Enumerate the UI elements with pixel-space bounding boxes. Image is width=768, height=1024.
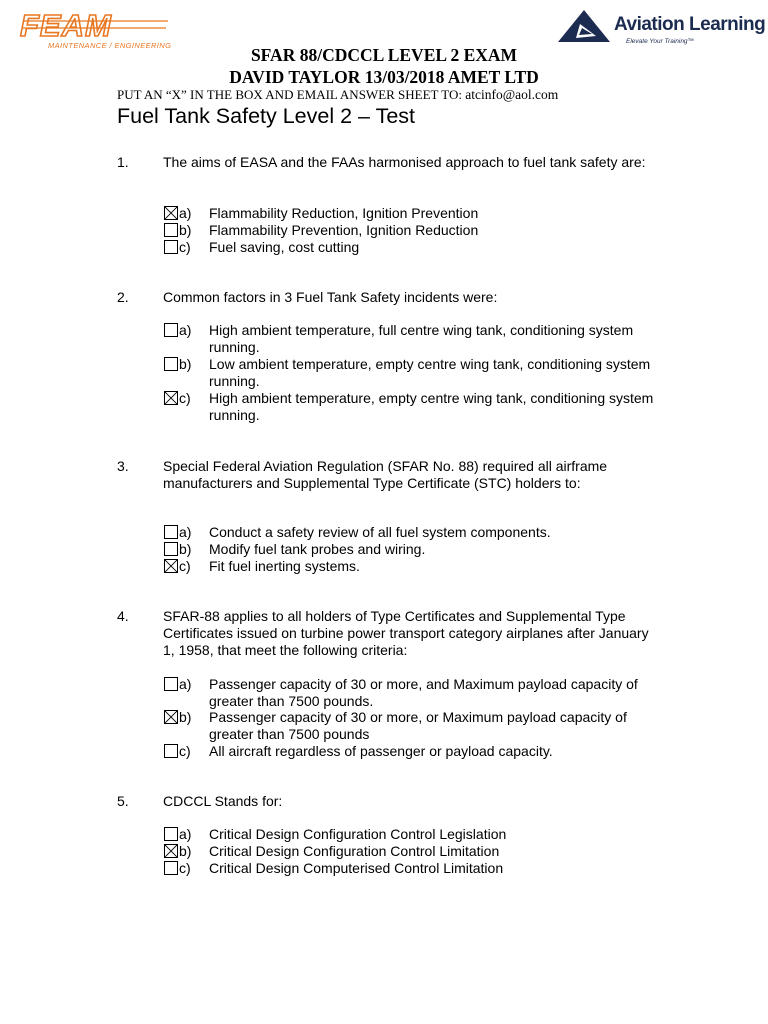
option-text: All aircraft regardless of passenger or payload capacity.: [209, 743, 553, 759]
option-text: Fuel saving, cost cutting: [209, 239, 360, 255]
option-text: Low ambient temperature, empty centre wing tank, conditioning system running.: [209, 356, 651, 389]
feam-logo-wordmark: FEAM: [20, 10, 112, 42]
instruction-text: PUT AN “X” IN THE BOX AND EMAIL ANSWER SHEET TO:: [117, 87, 462, 102]
answer-checkbox[interactable]: [164, 559, 178, 573]
answer-checkbox[interactable]: [164, 827, 178, 841]
option-text: High ambient temperature, empty centre wing tank, conditioning system running.: [209, 390, 654, 423]
instruction-line: [117, 87, 558, 103]
option-letter: a): [179, 524, 192, 540]
option-text: Conduct a safety review of all fuel system components.: [209, 524, 551, 540]
question-text: SFAR-88 applies to all holders of Type Certificates and Supplemental Type Certificates issued on turbine power transport category airplanes after January 1, 1958, that meet the following criteria:: [163, 608, 649, 658]
answer-checkbox[interactable]: [164, 357, 178, 371]
option-letter: c): [179, 743, 191, 759]
aviation-learning-logo: [556, 8, 766, 48]
option-text: Critical Design Computerised Control Limitation: [209, 860, 504, 876]
answer-checkbox[interactable]: [164, 861, 178, 875]
question-number: 2.: [117, 289, 129, 305]
option-letter: a): [179, 826, 192, 842]
option-text: Fit fuel inerting systems.: [209, 558, 360, 574]
option-letter: a): [179, 322, 192, 338]
aviation-learning-tagline: Elevate Your Training™: [626, 38, 695, 45]
option-text: Flammability Prevention, Ignition Reduction: [209, 222, 479, 238]
answer-checkbox[interactable]: [164, 744, 178, 758]
answer-checkbox[interactable]: [164, 223, 178, 237]
page-title: Fuel Tank Safety Level 2 – Test: [117, 104, 415, 128]
answer-checkbox[interactable]: [164, 240, 178, 254]
option-letter: c): [179, 239, 191, 255]
option-letter: c): [179, 558, 191, 574]
answer-checkbox[interactable]: [164, 844, 178, 858]
feam-logo-tagline: MAINTENANCE / ENGINEERING: [48, 41, 172, 50]
option-letter: c): [179, 860, 191, 876]
option-letter: b): [179, 843, 192, 859]
x-mark-icon: [165, 207, 177, 219]
x-mark-icon: [165, 392, 177, 404]
answer-checkbox[interactable]: [164, 710, 178, 724]
question-text: Special Federal Aviation Regulation (SFAR No. 88) required all airframe manufacturers and Supplemental Type Certificate (STC) holders to:: [163, 458, 608, 491]
email-link[interactable]: atcinfo@aol.com: [465, 87, 559, 102]
option-text: Passenger capacity of 30 or more, or Maximum payload capacity of greater than 7500 pounds: [209, 709, 627, 742]
option-letter: b): [179, 356, 192, 372]
question-number: 3.: [117, 458, 129, 474]
answer-checkbox[interactable]: [164, 206, 178, 220]
option-letter: b): [179, 709, 192, 725]
question-text: CDCCL Stands for:: [163, 793, 283, 809]
aviation-learning-title: Aviation Learning: [614, 14, 766, 35]
x-mark-icon: [165, 711, 177, 723]
question-text: The aims of EASA and the FAAs harmonised approach to fuel tank safety are:: [163, 154, 646, 170]
option-letter: b): [179, 541, 192, 557]
option-letter: c): [179, 390, 191, 406]
x-mark-icon: [165, 560, 177, 572]
option-text: Passenger capacity of 30 or more, and Maximum payload capacity of greater than 7500 pounds.: [209, 676, 638, 709]
option-text: Critical Design Configuration Control Limitation: [209, 843, 500, 859]
question-number: 1.: [117, 154, 129, 170]
question-number: 4.: [117, 608, 129, 624]
candidate-line: DAVID TAYLOR 13/03/2018 AMET LTD: [229, 67, 539, 87]
option-letter: b): [179, 222, 192, 238]
question-text: Common factors in 3 Fuel Tank Safety incidents were:: [163, 289, 498, 305]
exam-heading: SFAR 88/CDCCL LEVEL 2 EXAM: [250, 45, 518, 65]
x-mark-icon: [165, 845, 177, 857]
answer-checkbox[interactable]: [164, 323, 178, 337]
answer-checkbox[interactable]: [164, 542, 178, 556]
answer-checkbox[interactable]: [164, 677, 178, 691]
option-text: High ambient temperature, full centre wing tank, conditioning system running.: [209, 322, 634, 355]
option-text: Modify fuel tank probes and wiring.: [209, 541, 426, 557]
answer-checkbox[interactable]: [164, 391, 178, 405]
option-text: Critical Design Configuration Control Legislation: [209, 826, 507, 842]
option-letter: a): [179, 205, 192, 221]
option-letter: a): [179, 676, 192, 692]
aviation-learning-triangle-icon: [556, 8, 612, 44]
answer-checkbox[interactable]: [164, 525, 178, 539]
option-text: Flammability Reduction, Ignition Prevention: [209, 205, 479, 221]
question-number: 5.: [117, 793, 129, 809]
